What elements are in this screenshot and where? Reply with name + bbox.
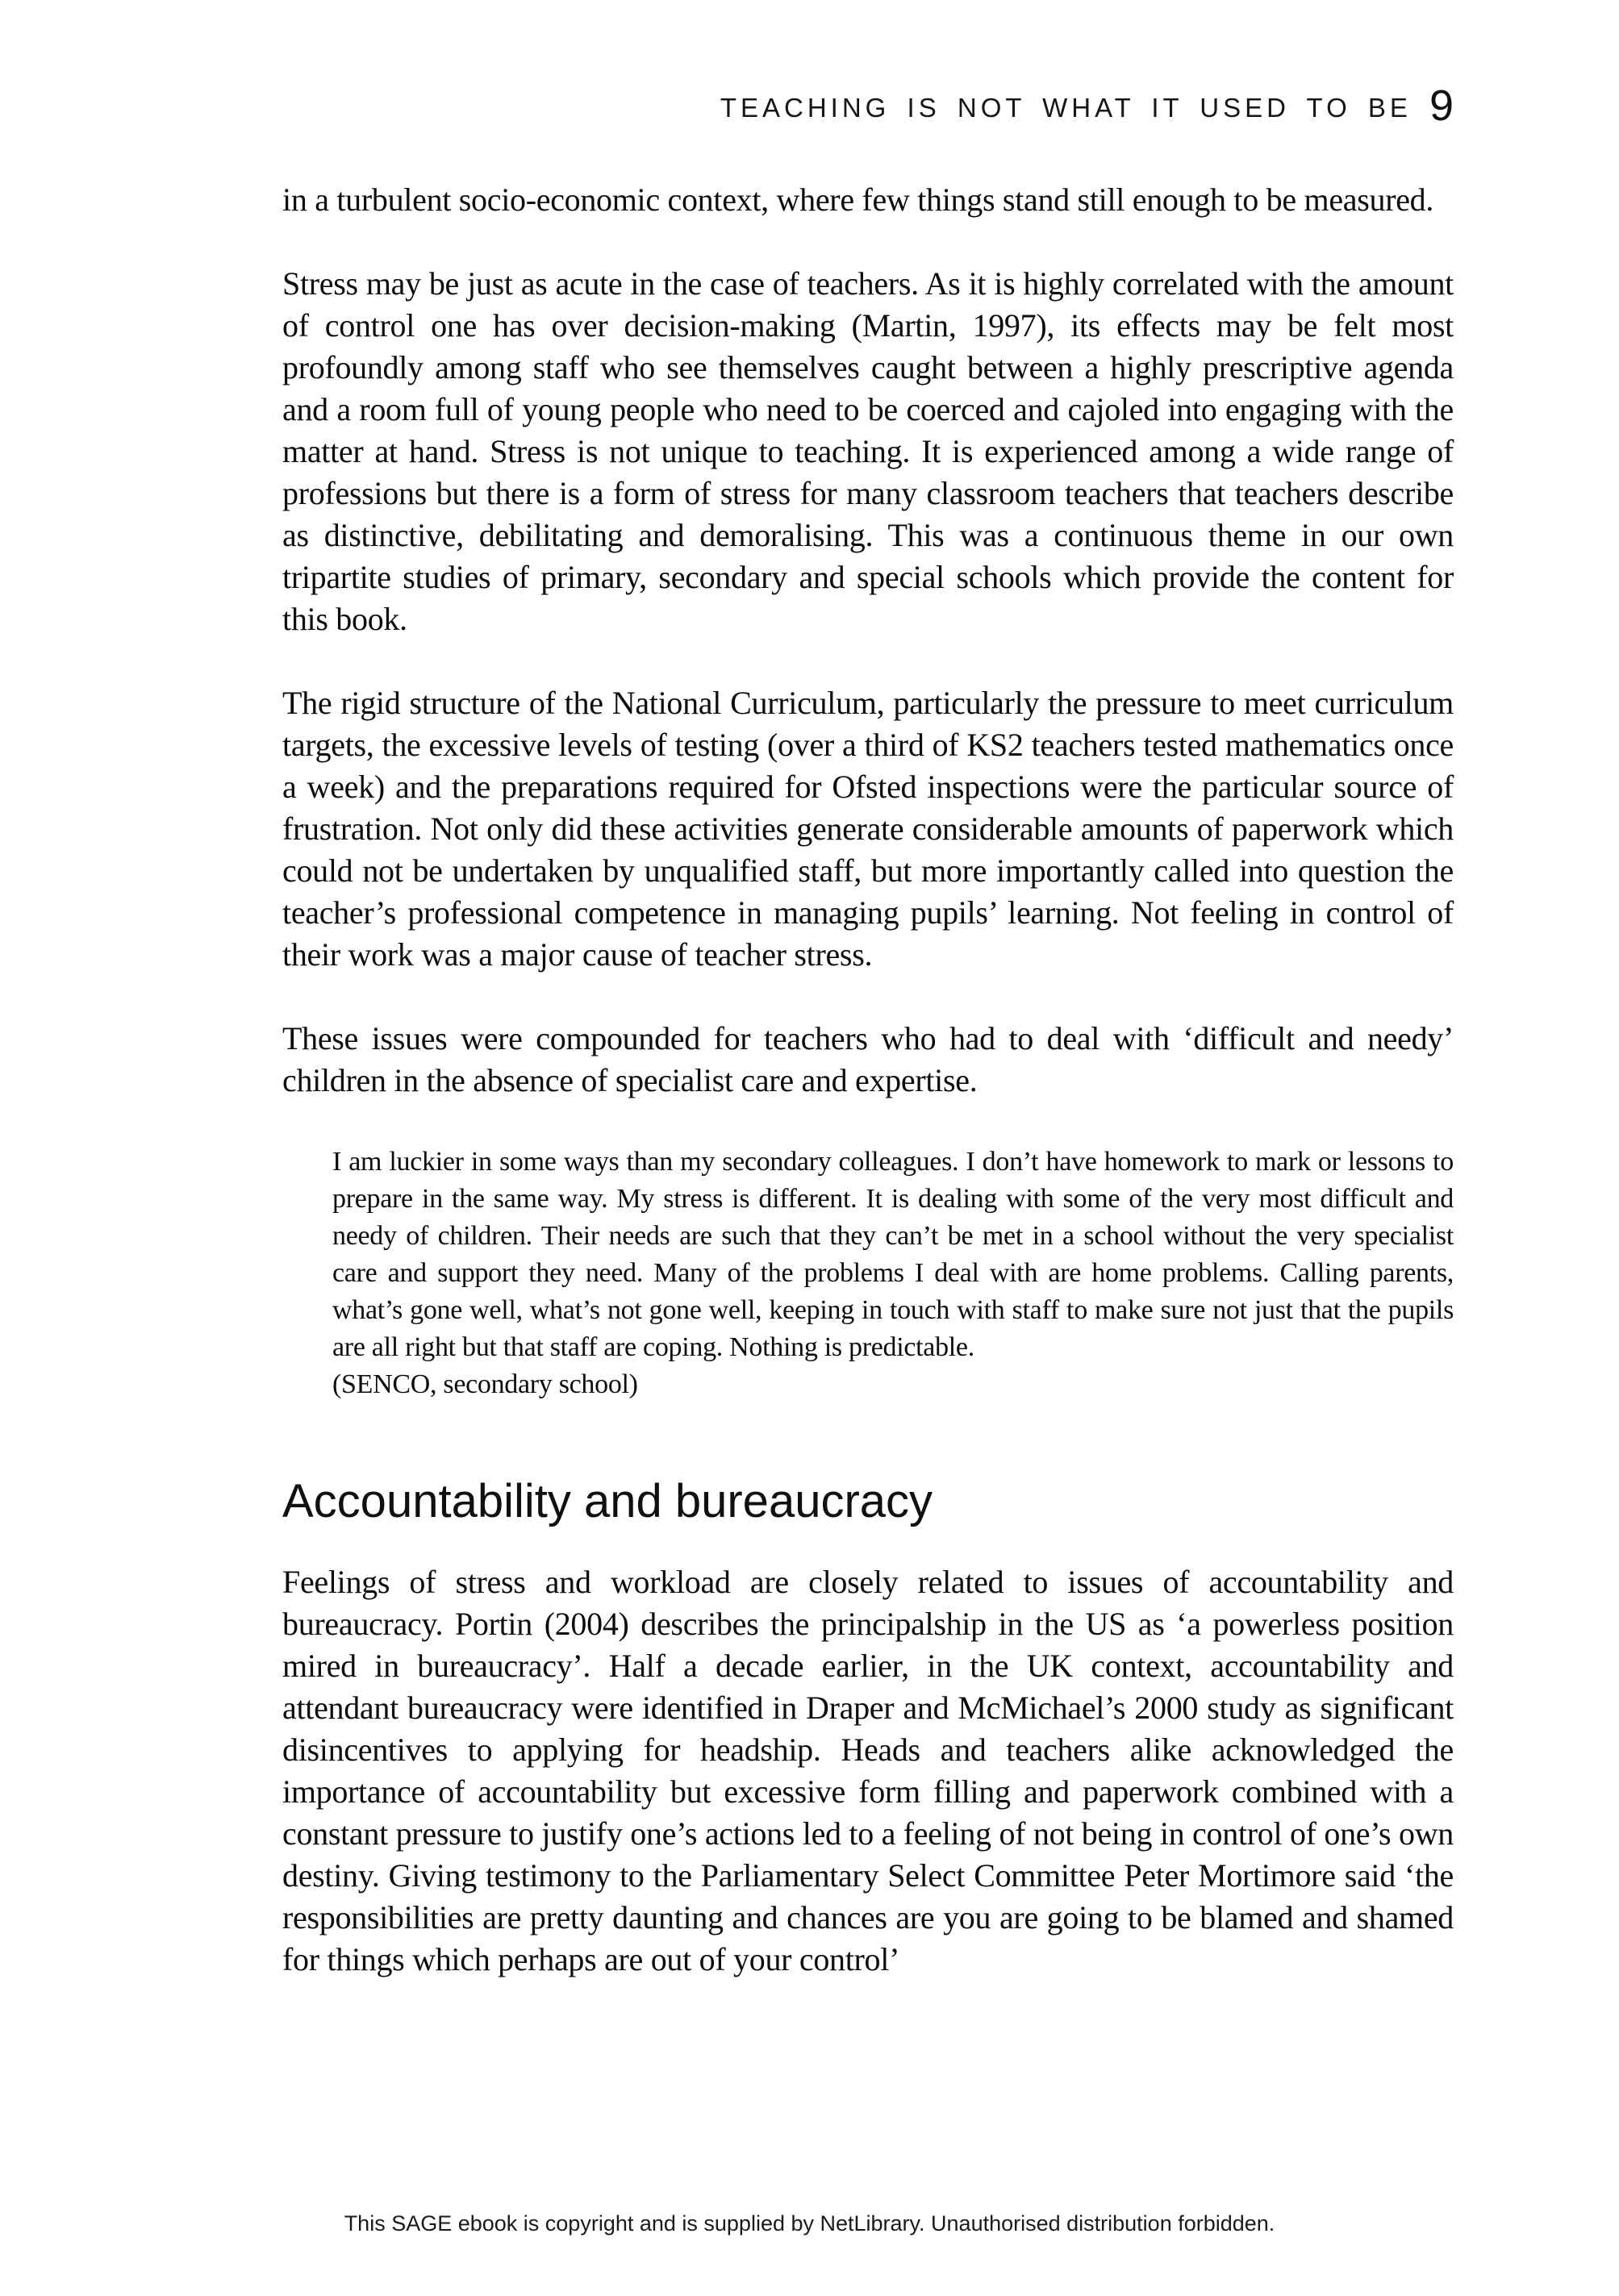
running-title: TEACHING IS NOT WHAT IT USED TO BE: [720, 93, 1412, 123]
paragraph-difficult-needy: These issues were compounded for teachers who had to deal with ‘difficult and needy’ children in the absence of specialist care and expertise.: [282, 1020, 1454, 1098]
section-heading: Accountability and bureaucracy: [282, 1475, 933, 1527]
page-footer: [0, 2211, 1619, 2236]
body-text-block: [282, 179, 1454, 2023]
quote-text: I am luckier in some ways than my secondary colleagues. I don’t have homework to mark or lessons to prepare in the same way. My stress is different. It is dealing with some of the very most difficult and needy of children. Their needs are such that they can’t be met in a school without the very specialist care and support they need. Many of the problems I deal with are home problems. Calling parents, what’s gone well, what’s not gone well, keeping in touch with staff to make sure not just that the pupils are all right but that staff are coping. Nothing is predictable.: [332, 1147, 1454, 1362]
paragraph-intro-continuation: in a turbulent socio-economic context, where few things stand still enough to be measured.: [282, 181, 1434, 218]
copyright-notice: This SAGE ebook is copyright and is supplied by NetLibrary. Unauthorised distribution forbidden.: [344, 2211, 1275, 2236]
paragraph-national-curriculum: The rigid structure of the National Curriculum, particularly the pressure to meet curriculum targets, the excessive levels of testing (over a third of KS2 teachers tested mathematics once a week) and the preparations required for Ofsted inspections were the particular source of frustration. Not only did these activities generate considerable amounts of paperwork which could not be undertaken by unqualified staff, but more importantly called into question the teacher’s professional competence in managing pupils’ learning. Not feeling in control of their work was a major cause of teacher stress.: [282, 685, 1454, 973]
block-quote: [332, 1144, 1454, 1403]
quote-attribution: (SENCO, secondary school): [332, 1369, 638, 1399]
paragraph-accountability: Feelings of stress and workload are closely related to issues of accountability and bureaucracy. Portin (2004) describes the principalship in the US as ‘a powerless position mired in bureaucracy’. Half a decade earlier, in the UK context, accountability and attendant bureaucracy were identified in Draper and McMichael’s 2000 study as significant disincentives to applying for headship. Heads and teachers alike acknowledged the importance of accountability but excessive form filling and paperwork combined with a constant pressure to justify one’s actions led to a feeling of not being in control of one’s own destiny. Giving testimony to the Parliamentary Select Committee Peter Mortimore said ‘the responsibilities are pretty daunting and chances are you are going to be blamed and shamed for things which perhaps are out of your control’: [282, 1564, 1454, 1977]
page-number: 9: [1429, 81, 1454, 130]
page-header: [282, 81, 1454, 131]
paragraph-stress: Stress may be just as acute in the case of teachers. As it is highly correlated with the amount of control one has over decision-making (Martin, 1997), its effects may be felt most profoundly among staff who see themselves caught between a highly prescriptive agenda and a room full of young people who need to be coerced and cajoled into engaging with the matter at hand. Stress is not unique to teaching. It is experienced among a wide range of professions but there is a form of stress for many classroom teachers that teachers describe as distinctive, debilitating and demoralising. This was a continuous theme in our own tripartite studies of primary, secondary and special schools which provide the content for this book.: [282, 265, 1454, 637]
